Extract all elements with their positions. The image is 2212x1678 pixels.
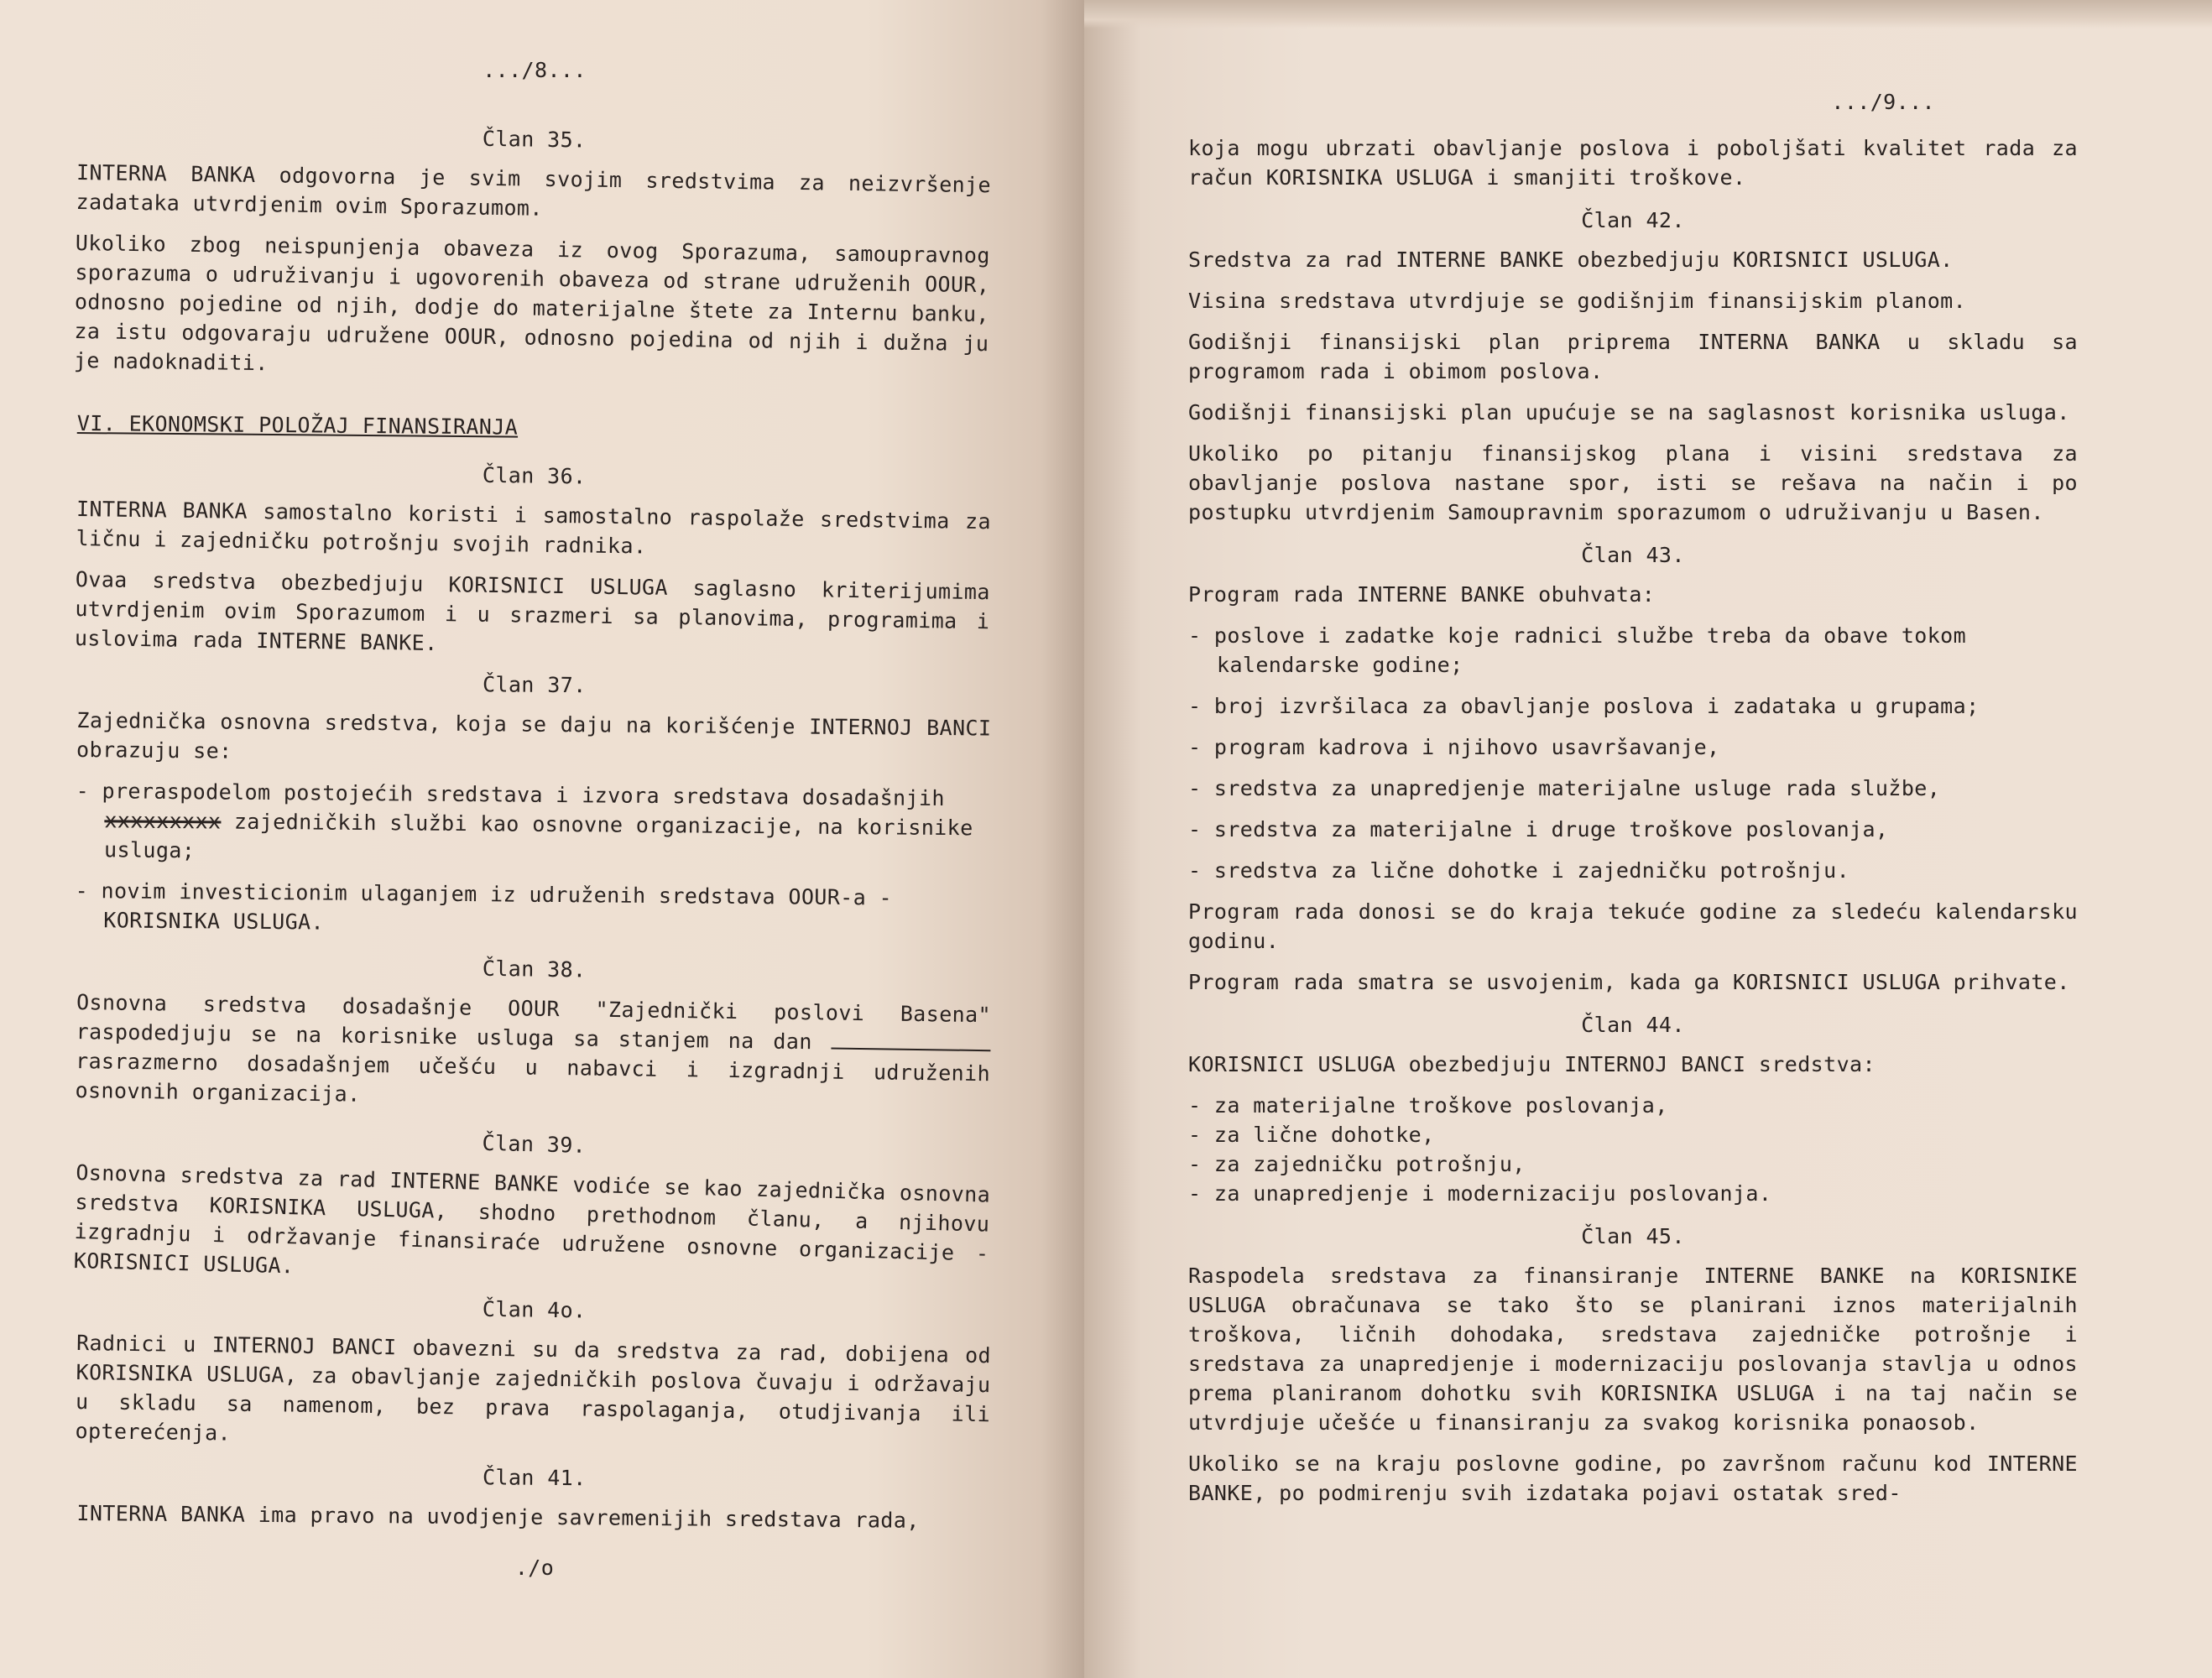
article-paragraph: Ukoliko se na kraju poslovne godine, po završnom računu kod INTERNE BANKE, po podmirenju svih izdataka pojavi ostatak sred- (1188, 1451, 2078, 1505)
article-paragraph: Program rada smatra se usvojenim, kada ga KORISNICI USLUGA prihvate. (1188, 970, 2070, 994)
article-heading: Član 44. (1581, 1013, 1685, 1037)
article-paragraph: Ukoliko zbog neispunjenja obaveza iz ovog Sporazuma, samoupravnog sporazuma o udruživanju i ugovorenih obaveza od strane udruženih OOUR, odnosno pojedine od njih, dodje do materijalne štete za Internu banku, za istu odgovaraju udružene OOUR, odnosno pojedina od njih i dužna ju je nadoknaditi. (73, 230, 991, 376)
article-44 (1188, 1010, 2078, 1208)
article-36 (75, 455, 992, 665)
article-heading: Član 39. (482, 1130, 587, 1158)
list-item: - za zajedničku potrošnju, (1188, 1152, 1526, 1176)
list-item: - sredstva za unapredjenje materijalne usluge rada službe, (1188, 776, 1941, 800)
article-43 (1188, 540, 2078, 997)
article-heading: Član 35. (482, 126, 587, 153)
article-paragraph: Godišnji finansijski plan priprema INTERNA BANKA u skladu sa programom rada i obimom poslova. (1188, 330, 2078, 383)
page-footer: ./o (514, 1556, 555, 1580)
struck-text: xxxxxxxxx (104, 808, 222, 834)
page-9 (1084, 0, 2212, 1678)
article-heading: Član 45. (1581, 1224, 1685, 1248)
article-paragraph: Osnovna sredstva za rad INTERNE BANKE vodiće se kao zajednička osnovna sredstva KORISNIKA USLUGA, shodno prethodnom članu, a njihovu izgradnju i održavanje finansiraće udružene osnovne organizacije - KORISNICI USLUGA. (73, 1159, 991, 1279)
article-paragraph: KORISNICI USLUGA obezbedjuju INTERNOJ BANCI sredstva: (1188, 1052, 1876, 1076)
article-paragraph: Raspodela sredstava za finansiranje INTERNE BANKE na KORISNIKE USLUGA obračunava se tako što se planirani iznos materijalnih troškova, ličnih dohodaka, sredstava zajedničke potrošnje i sredstava za unapredjenje i modernizaciju poslovanja stavlja u odnos prema planiranom dohotku svih KORISNIKA USLUGA i na taj način se utvrdjuje učešće u finansiranju za svakog korisnika ponaosob. (1188, 1264, 2078, 1435)
list-item: - sredstva za materijalne i druge troškove poslovanja, (1188, 817, 1889, 842)
article-list (1188, 1091, 2078, 1208)
page-number: .../9... (1831, 90, 1935, 114)
page-8 (0, 0, 1084, 1678)
article-paragraph: INTERNA BANKA samostalno koristi i samostalno raspolaže sredstvima za ličnu i zajedničku potrošnju svojih radnika. (76, 496, 992, 559)
article-heading: Član 38. (482, 956, 587, 982)
article-heading: Član 43. (1581, 543, 1685, 567)
article-list (1188, 621, 2078, 885)
continued-paragraph: koja mogu ubrzati obavljanje poslova i poboljšati kvalitet rada za račun KORISNIKA USLUGA i smanjiti troškove. (1188, 136, 2078, 190)
article-heading: Član 4o. (482, 1296, 587, 1323)
article-paragraph: Zajednička osnovna sredstva, koja se daju na korišćenje INTERNOJ BANCI obrazuju se: (76, 707, 992, 763)
article-heading: Član 36. (482, 462, 587, 489)
article-45 (1188, 1222, 2078, 1508)
article-paragraph: Ukoliko po pitanju finansijskog plana i visini sredstava za obavljanje poslova nastane spor, isti se rešava na način i po postupku utvrdjenim Samoupravnim sporazumom o udruživanju u Basen. (1188, 441, 2078, 524)
article-list (75, 776, 991, 943)
article-heading: Član 41. (482, 1465, 587, 1491)
article-paragraph: INTERNA BANKA odgovorna je svim svojim sredstvima za neizvršenje zadataka utvrdjenim ovim Sporazumom. (76, 159, 992, 221)
list-item: - sredstva za lične dohotke i zajedničku potrošnju. (1188, 858, 1850, 883)
page-number: .../8... (483, 58, 587, 82)
article-paragraph: INTERNA BANKA ima pravo na uvodjenje savremenijih sredstava rada, (76, 1500, 920, 1533)
article-heading: Član 42. (1581, 208, 1685, 232)
article-paragraph: Sredstva za rad INTERNE BANKE obezbedjuju KORISNICI USLUGA. (1188, 248, 1954, 272)
blank-date-line (831, 1029, 990, 1052)
list-item: - preraspodelom postojećih sredstava i izvora sredstava dosadašnjih xxxxxxxxx zajedničkih službi kao osnovne organizacije, na korisnike usluga; (76, 778, 973, 863)
list-item: - program kadrova i njihovo usavršavanje, (1188, 735, 1720, 759)
article-paragraph: Radnici u INTERNOJ BANCI obavezni su da sredstva za rad, dobijena od KORISNIKA USLUGA, za obavljanje zajedničkih poslova čuvaju i održavaju u skladu sa namenom, bez prava raspolaganja, otudjivanja ili opterećenja. (75, 1330, 992, 1446)
list-item: - za unapredjenje i modernizaciju poslovanja. (1188, 1181, 1772, 1206)
article-35 (74, 118, 992, 388)
article-paragraph: Godišnji finansijski plan upućuje se na saglasnost korisnika usluga. (1188, 400, 2070, 425)
list-item: - novim investicionim ulaganjem iz udruženih sredstava OOUR-a - KORISNIKA USLUGA. (75, 878, 893, 935)
article-42 (1188, 206, 2078, 527)
list-item: - poslove i zadatke koje radnici službe treba da obave tokom kalendarske godine; (1188, 623, 1967, 677)
article-37 (75, 666, 992, 942)
list-item: - za materijalne troškove poslovanja, (1188, 1093, 1668, 1118)
list-item: - broj izvršilaca za obavljanje poslova i zadataka u grupama; (1188, 694, 1980, 718)
article-paragraph: Visina sredstava utvrdjuje se godišnjim finansijskim planom. (1188, 289, 1967, 313)
article-41 (76, 1459, 992, 1536)
article-heading: Član 37. (482, 672, 587, 698)
article-40 (75, 1289, 992, 1458)
article-38 (75, 948, 992, 1118)
section-heading: VI. EKONOMSKI POLOŽAJ FINANSIRANJA (76, 410, 519, 440)
article-paragraph: Ovaa sredstva obezbedjuju KORISNICI USLUGA saglasno kriterijumima utvrdjenim ovim Sporazumom i u srazmeri sa planovima, programima i uslovima rada INTERNE BANKE. (74, 566, 991, 656)
article-paragraph: Program rada donosi se do kraja tekuće godine za sledeću kalendarsku godinu. (1188, 899, 2078, 953)
article-paragraph: Program rada INTERNE BANKE obuhvata: (1188, 582, 1656, 607)
article-paragraph: Osnovna sredstva dosadašnje OOUR "Zajednički poslovi Basena" raspodedjuju se na korisnike usluga sa stanjem na dan rasrazmerno dosadašnjem učešću u nabavci i izgradnji udruženih osnovnih organizacija. (75, 989, 992, 1107)
list-item: - za lične dohotke, (1188, 1123, 1435, 1147)
article-39 (73, 1118, 991, 1298)
